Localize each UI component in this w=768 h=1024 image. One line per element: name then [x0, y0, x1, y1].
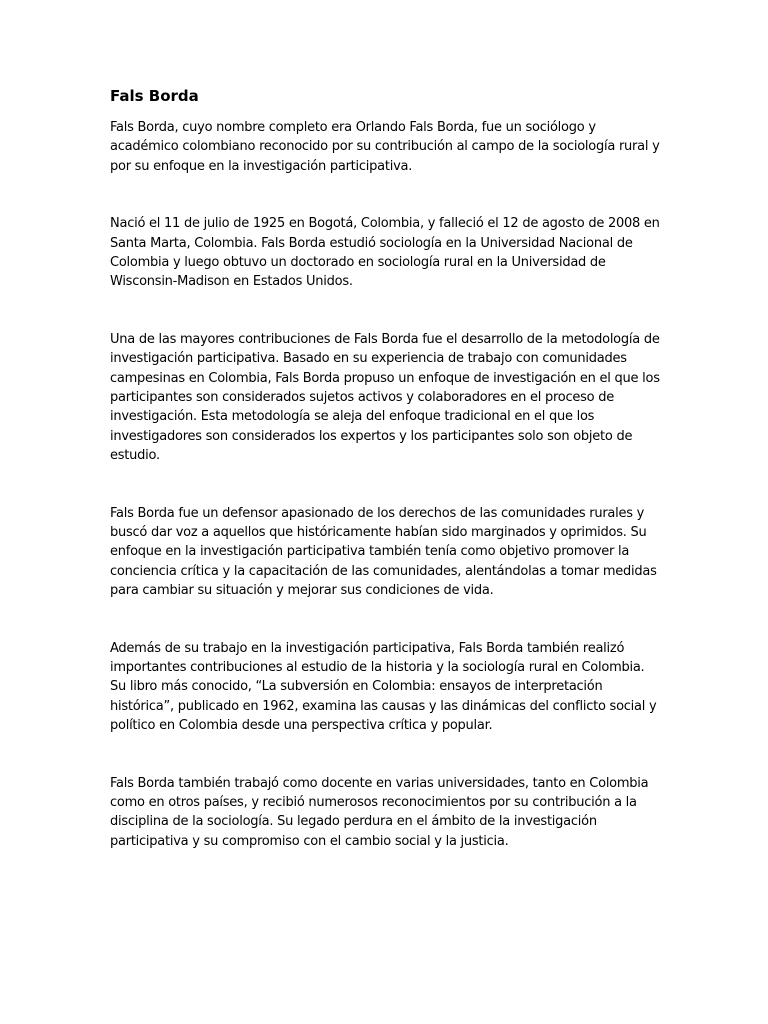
paragraph-biography: Nació el 11 de julio de 1925 en Bogotá, Colombia, y falleció el 12 de agosto de 2008 en Santa Marta, Colombia. Fals Borda estudió sociología en la Universidad Nacional de Colombia y luego obtuvo un doctorado en sociología rural en la Universidad de Wisconsin-Madison en Estados Unidos. — [110, 216, 660, 290]
document-title: Fals Borda — [110, 87, 199, 105]
paragraph-legacy: Fals Borda también trabajó como docente en varias universidades, tanto en Colombia como en otros países, y recibió numerosos reconocimientos por su contribución a la disciplina de la sociología. Su legado perdura en el ámbito de la investigación participativa y su compromiso con el cambio social y la justicia. — [110, 775, 649, 849]
paragraph-advocacy: Fals Borda fue un defensor apasionado de los derechos de las comunidades rurales y buscó dar voz a aquellos que históricamente habían sido marginados y oprimidos. Su enfoque en la investigación participativa también tenía como objetivo promover la conciencia crítica y la capacitación de las comunidades, alentándolas a tomar medidas para cambiar su situación y mejorar sus condiciones de vida. — [110, 505, 657, 598]
paragraph-publications: Además de su trabajo en la investigación participativa, Fals Borda también realizó importantes contribuciones al estudio de la historia y la sociología rural en Colombia. Su libro más conocido, “La subversión en Colombia: ensayos de interpretación histórica”, publicado en 1962, examina las causas y las dinámicas del conflicto social y político en Colombia desde una perspectiva crítica y popular. — [110, 640, 657, 733]
document-page — [110, 86, 662, 889]
paragraph-methodology: Una de las mayores contribuciones de Fals Borda fue el desarrollo de la metodología de investigación participativa. Basado en su experiencia de trabajo con comunidades campesinas en Colombia, Fals Borda propuso un enfoque de investigación en el que los participantes son considerados sujetos activos y colaboradores en el proceso de investigación. Esta metodología se aleja del enfoque tradicional en el que los investigadores son considerados los expertos y los participantes solo son objeto de estudio. — [110, 332, 660, 463]
paragraph-intro: Fals Borda, cuyo nombre completo era Orlando Fals Borda, fue un sociólogo y académico colombiano reconocido por su contribución al campo de la sociología rural y por su enfoque en la investigación participativa. — [110, 120, 660, 174]
